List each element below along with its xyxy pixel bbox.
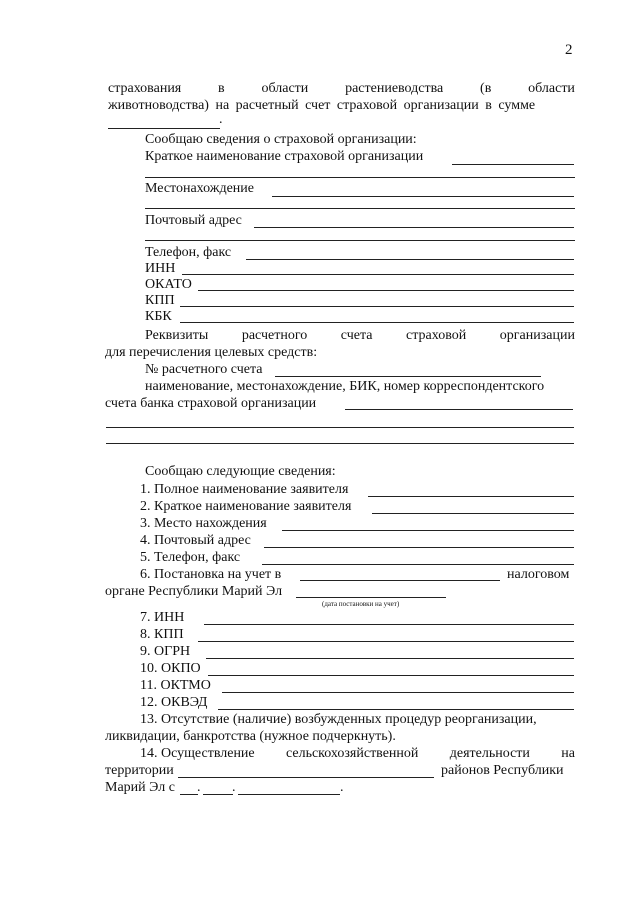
intro-word: области xyxy=(528,81,575,96)
tax-registration-line-2: органе Республики Марий Эл xyxy=(105,584,283,599)
insurer-phone-field[interactable] xyxy=(246,259,574,260)
requisites-line-2: для перечисления целевых средств: xyxy=(105,345,318,360)
account-number-label: № расчетного счета xyxy=(145,362,263,377)
applicant-full-name-field[interactable] xyxy=(368,496,574,497)
insurer-inn-field[interactable] xyxy=(182,274,574,275)
insurer-okato-label: ОКАТО xyxy=(145,277,192,292)
applicant-okved-label: 12. ОКВЭД xyxy=(140,695,208,710)
applicant-phone-field[interactable] xyxy=(262,564,574,565)
applicant-inn-label: 7. ИНН xyxy=(140,610,185,625)
intro-line-2: животноводства) на расчетный счет страховой организации в сумме xyxy=(108,98,536,113)
insurer-heading: Сообщаю сведения о страховой организации: xyxy=(145,132,417,147)
date-day-field[interactable] xyxy=(180,794,198,795)
account-number-field[interactable] xyxy=(275,376,541,377)
requisites-word: страховой xyxy=(406,328,467,343)
insurer-postal-label: Почтовый адрес xyxy=(145,213,242,228)
requisites-word: Реквизиты xyxy=(145,328,209,343)
bank-details-field-2[interactable] xyxy=(106,427,574,428)
date-year-field[interactable] xyxy=(238,794,340,795)
requisites-word: организации xyxy=(499,328,575,343)
date-month-field[interactable] xyxy=(203,794,233,795)
intro-period: . xyxy=(219,112,223,127)
insurer-okato-field[interactable] xyxy=(198,290,574,291)
item-14-districts: районов Республики xyxy=(441,763,564,778)
applicant-okpo-label: 10. ОКПО xyxy=(140,661,201,676)
intro-word: в xyxy=(218,81,225,96)
tax-registration-end: налоговом xyxy=(507,567,570,582)
applicant-oktmo-label: 11. ОКТМО xyxy=(140,678,211,693)
bank-details-line-1: наименование, местонахождение, БИК, номер корреспондентского xyxy=(145,379,545,394)
insurer-inn-label: ИНН xyxy=(145,261,176,276)
applicant-okpo-field[interactable] xyxy=(208,675,574,676)
tax-registration-date-field[interactable] xyxy=(296,597,446,598)
tax-registration-field[interactable] xyxy=(300,580,500,581)
insurer-phone-label: Телефон, факс xyxy=(145,245,232,260)
applicant-kpp-label: 8. КПП xyxy=(140,627,184,642)
insurer-kbk-field[interactable] xyxy=(180,322,574,323)
intro-word: (в xyxy=(480,81,492,96)
insurer-kpp-label: КПП xyxy=(145,293,175,308)
insurer-kpp-field[interactable] xyxy=(180,306,574,307)
applicant-short-name-label: 2. Краткое наименование заявителя xyxy=(140,499,352,514)
insurer-location-field[interactable] xyxy=(272,196,574,197)
item-14-word: сельскохозяйственной xyxy=(286,746,419,761)
insurer-short-name-field[interactable] xyxy=(452,164,574,165)
intro-word: страхования xyxy=(108,81,182,96)
tax-registration-label: 6. Постановка на учет в xyxy=(140,567,282,582)
bank-details-field[interactable] xyxy=(345,409,573,410)
bank-details-line-2: счета банка страховой организации xyxy=(105,396,317,411)
insurer-short-name-field-2[interactable] xyxy=(145,177,575,178)
item-14-date-label: Марий Эл с xyxy=(105,780,175,795)
insurer-location-label: Местонахождение xyxy=(145,181,255,196)
bank-details-field-3[interactable] xyxy=(106,443,574,444)
date-separator: . xyxy=(197,780,201,795)
item-14-word: деятельности xyxy=(449,746,530,761)
applicant-okved-field[interactable] xyxy=(218,709,574,710)
amount-field[interactable] xyxy=(108,128,220,129)
date-end-period: . xyxy=(340,780,344,795)
requisites-word: расчетного xyxy=(241,328,308,343)
insurer-postal-field[interactable] xyxy=(254,227,574,228)
item-14-word: на xyxy=(561,746,575,761)
item-14-territory-label: территории xyxy=(105,763,174,778)
applicant-heading: Сообщаю следующие сведения: xyxy=(145,464,336,479)
date-separator: . xyxy=(232,780,236,795)
insurer-kbk-label: КБК xyxy=(145,309,172,324)
insurer-location-field-2[interactable] xyxy=(145,208,575,209)
applicant-kpp-field[interactable] xyxy=(198,641,574,642)
requisites-line-1 xyxy=(145,327,575,344)
applicant-postal-label: 4. Почтовый адрес xyxy=(140,533,251,548)
applicant-phone-label: 5. Телефон, факс xyxy=(140,550,241,565)
applicant-location-label: 3. Место нахождения xyxy=(140,516,267,531)
applicant-short-name-field[interactable] xyxy=(372,513,574,514)
item-13-line-2: ликвидации, банкротства (нужное подчеркнуть). xyxy=(105,729,396,744)
intro-word: области xyxy=(261,81,309,96)
item-14-line-1 xyxy=(140,745,575,762)
item-14-territory-field[interactable] xyxy=(178,777,434,778)
intro-line-1 xyxy=(108,80,575,97)
applicant-ogrn-label: 9. ОГРН xyxy=(140,644,191,659)
item-13-line-1: 13. Отсутствие (наличие) возбужденных процедур реорганизации, xyxy=(140,712,537,727)
intro-word: растениеводства xyxy=(345,81,444,96)
insurer-short-name-label: Краткое наименование страховой организации xyxy=(145,149,424,164)
item-14-word: 14. Осуществление xyxy=(140,746,255,761)
tax-registration-caption: (дата постановки на учет) xyxy=(322,600,400,608)
applicant-location-field[interactable] xyxy=(282,530,574,531)
page-number: 2 xyxy=(565,42,573,58)
insurer-postal-field-2[interactable] xyxy=(145,240,575,241)
applicant-inn-field[interactable] xyxy=(204,624,574,625)
requisites-word: счета xyxy=(340,328,373,343)
applicant-ogrn-field[interactable] xyxy=(206,658,574,659)
applicant-oktmo-field[interactable] xyxy=(222,692,574,693)
applicant-postal-field[interactable] xyxy=(264,547,574,548)
applicant-full-name-label: 1. Полное наименование заявителя xyxy=(140,482,349,497)
